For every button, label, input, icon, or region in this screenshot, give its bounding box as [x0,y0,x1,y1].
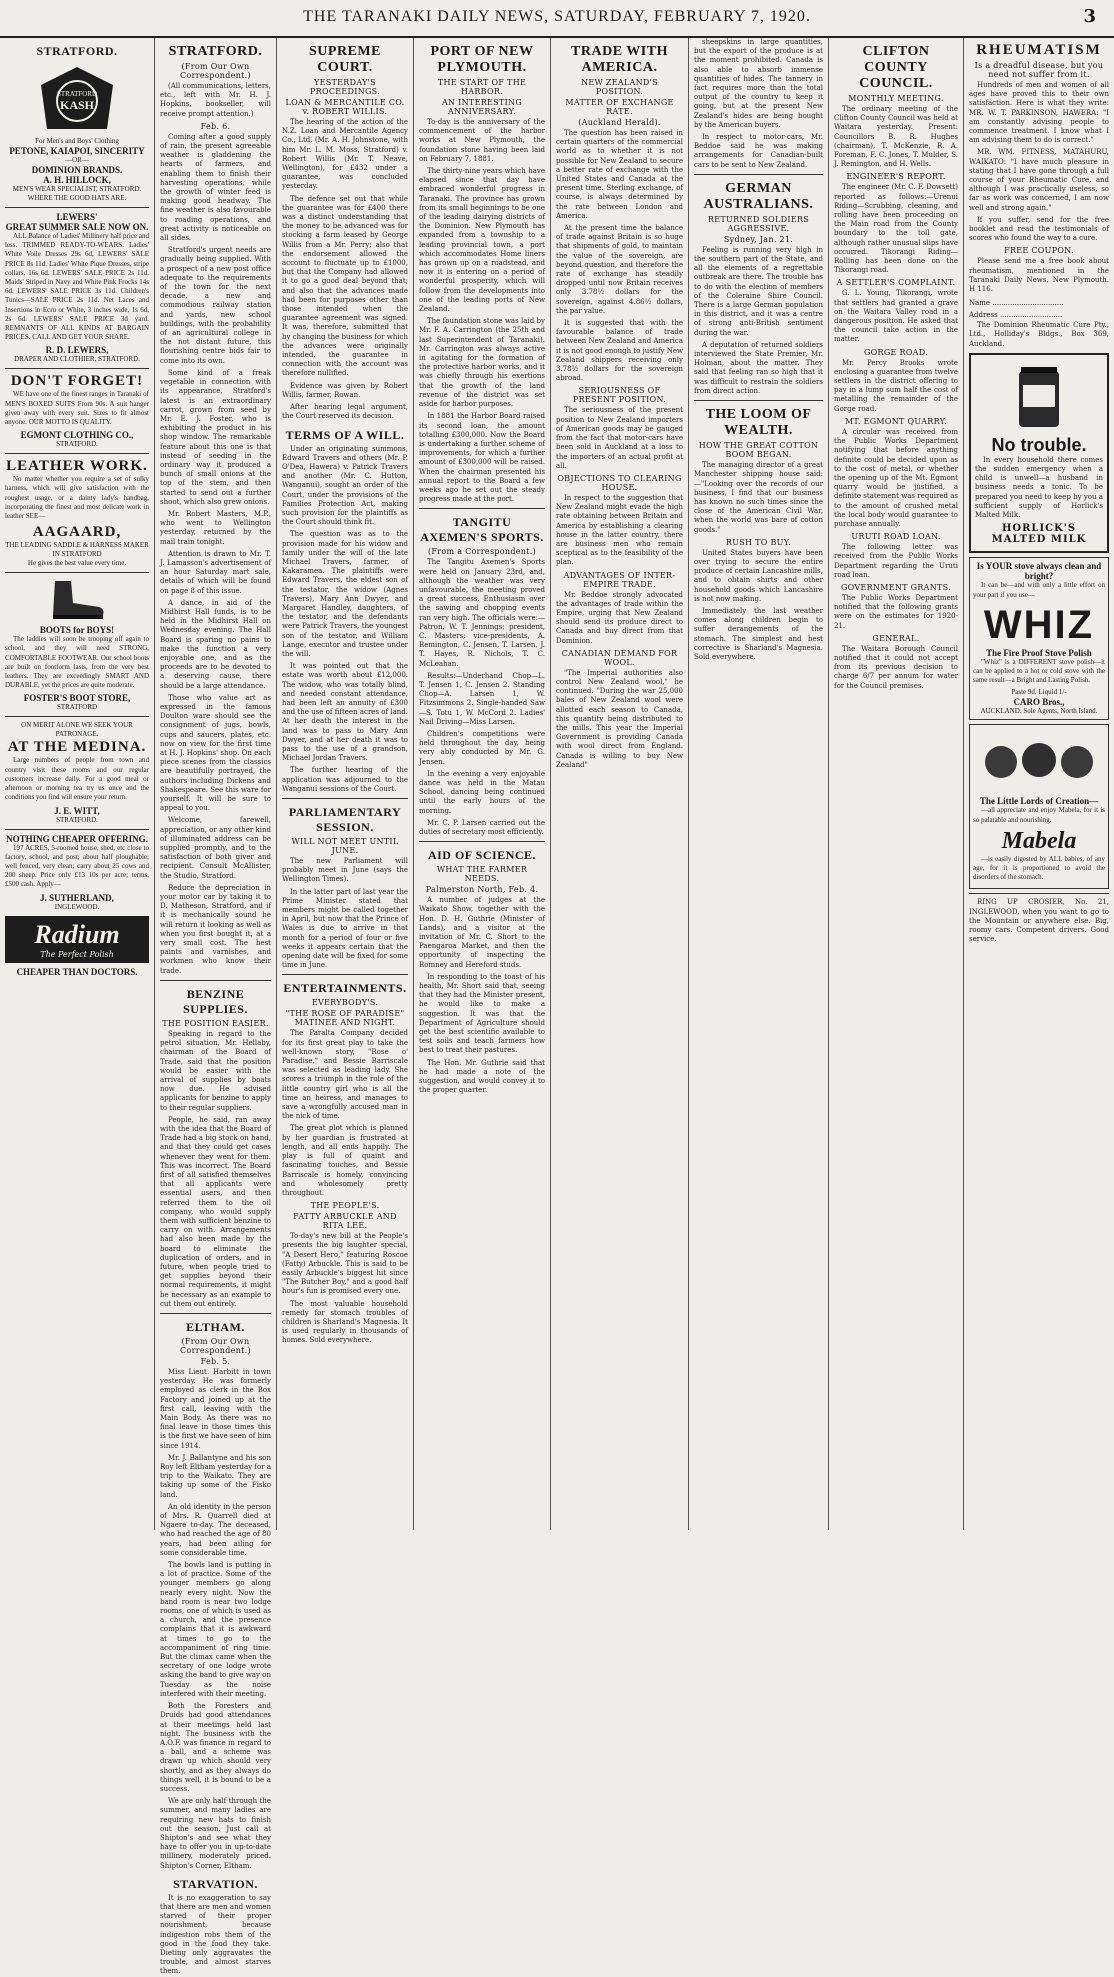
horlicks-brand: HORLICK'S [1001,523,1077,535]
article-subheading: ENGINEER'S REPORT. [846,172,946,182]
article-paragraph: To-day is the anniversary of the commencement of the harbor works at New Plymouth, the foundation stone having been laid on February 7, 1881. [419,118,545,163]
foster-name: FOSTER'S BOOT STORE, [23,693,131,704]
article-paragraph: Children's competitions were held throughout the day, being very ably conducted by Mr. G. Jensen. [419,729,545,766]
article-heading-benzine: BENZINE SUPPLIES. [183,986,248,1016]
article-paragraph: It is no exaggeration to say that there are men and women starved of their proper nourishment, because indigestion robs them of the good in the food they take. Dieting only aggravates the trouble, and almost starves them. [160,1893,271,1976]
article-subheading: URUTI ROAD LOAN. [851,532,941,542]
article-paragraph: The ordinary meeting of the Clifton County Council was held at Waitara yesterday. Present: Councillors B. R. Hughes (chairman), T. McKenzie, R. A. Foreman, F. C. Jones, T. Mulder, S. J. Remington, and H. Wells. [834,105,958,169]
article-paragraph: To-day's new bill at the People's presents the big laughter special, "A Desert Hero," featuring Roscoe (Fatty) Arbuckle. This is said to be easily Arbuckle's biggest hit since "The Butcher Boy," and a good half hour's fun is promised every one. [282,1232,408,1296]
divider [5,716,149,717]
page-number: 3 [1083,6,1096,27]
article-paragraph: At the present time the balance of trade against Britain is so huge that shipments of gold, to maintain the value of the sovereign, are beyond question, and therefore the rate of exchange has steadily dropped until now Britain receives only 3.78½ dollars for the sovereign, against 4.86½ dollars, the par value. [556,224,683,315]
article-paragraph: Feeling is running very high in the southern part of the State, and all the elements of a regrettable outbreak are there. The trouble has to do with the election of members of the Coleraine Shire Council. There is a large German population in this district, and it was a centre of strong anti-British sentiment during the war. [694,245,823,337]
boot-illustration [47,577,107,621]
aagaard-body: No matter whether you require a set of sulky harness, which will give satisfaction with the roughest usage, or a dainty lady's handbag, incorporating the finest and most delicate work in leather SEE— [5,475,149,521]
divider [694,174,823,175]
sutherland-ad [5,834,149,912]
article-subheading: EVERYBODY'S. [311,998,379,1008]
article-paragraph: Mr. Beddoe strongly advocated the advantages of trade within the Empire, urging that New Zealand should send its produce direct to Canada and buy direct from that Dominion. [556,590,683,645]
article-paragraph: A dance, in aid of the Midhirst Hall funds, is to be held in the Midhirst Hall on Wednesday evening. The Hall Board is sparing no pains to make the function a very enjoyable one, and as the proceeds are to be devoted to a deserving cause, there should be a large attendance. [160,598,271,690]
article-paragraph: People, he said, ran away with the idea that the Board of Trade had a big stock on hand, and that they could get cases whenever they went for them. This was incorrect. The Board first of all satisfied themselves that all applicants were essential users, and then referred them to the oil company, who would supply them with sufficient benzine to carry on with. Arrangements had also been made by the board to eliminate the duplication of orders, and in future, when people tried to get supplies beyond their normal requirements, it might be necessary as an example to cut them out entirely. [160,1115,271,1308]
article-paragraph: A number of judges at the Waikato Show, together with the Hon. D. H. Guthrie (Minister of Lands), and a visitor at the invitation of Mr. C. Short to the Paengaroa Market, and then the opportunity of inspecting the Romney and Hereford studs. [419,896,545,969]
coupon-name-line[interactable]: ................................ [992,299,1064,308]
stratford-kash-logo [37,65,117,135]
article-subheading: RETURNED SOLDIERS AGGRESSIVE. [707,214,810,233]
sutherland-place: INGLEWOOD. [54,902,100,911]
cheaper-than-doctors-ad [5,967,149,977]
mabela-body: —all appreciate and enjoy Mabela, for it is so palatable and nourishing. [973,806,1105,824]
radium-tagline: The Perfect Polish [40,949,114,959]
lewers-name: R. D. LEWERS, [45,345,109,356]
article-subheading: AN INTERESTING ANNIVERSARY. [441,98,523,116]
article-paragraph: Attention is drawn to Mr. T. J. Lamasson's advertisement of an hour Saturday mart sale, details of which will be found on page 8 of this issue. [160,549,271,595]
aagaard-role: THE LEADING SADDLE & HARNESS MAKER IN STRATFORD [5,541,149,559]
article-subheading: THE POSITION EASIER. [162,1018,269,1028]
article-paragraph: Mr. Robert Masters, M.P., who went to Wellington yesterday, returned by the mail train tonight. [160,509,271,546]
dont-forget-title: DON'T FORGET! [10,373,144,390]
article-heading-tangitu: TANGITU AXEMEN'S SPORTS. [420,515,544,545]
article-heading-port: PORT OF NEW PLYMOUTH. [430,44,534,75]
article-subheading: WHAT THE FARMER NEEDS. [436,865,528,884]
article-paragraph: The seriousness of the present position to New Zealand importers of American goods may be gauged from the fact that motor-cars have been sold in Auckland at a loss to the importers of an actual profit at all. [556,406,683,470]
whiz-subtitle: The Fire Proof Stove Polish [986,647,1092,658]
egmont-clothing-ad [5,373,149,449]
column-label: STRATFORD. [36,44,118,58]
lewers-title: LEWERS' [56,212,98,222]
mabela-ad [969,724,1109,889]
lewers-subtitle: GREAT SUMMER SALE NOW ON. [5,222,149,232]
column-advertisements-stratford [0,38,155,1530]
egmont-name: EGMONT CLOTHING CO., [20,430,134,441]
article-paragraph: Under an originating summons, Edward Travers and others (Mr. P. O'Dea, Hawera) v. Patrick Travers and another (Mr. C. Hutton, Wanganui), sought an order of the Court, under the provisions of the Families Protection Act, making such provision for the plaintiffs as the Court should think fit. [282,444,408,527]
article-subheading: GENERAL. [872,633,920,643]
article-paragraph: In 1881 the Harbor Board raised its second loan, the amount totalling £300,000. Now the Board is undertaking a further scheme of improvements, for which a further amount of £300,000 will be raised. When the chairman presented his annual report to the Board a few weeks ago he set out the steady progress made at the port. [419,412,545,504]
divider [419,508,545,509]
coupon-footer: The Dominion Rheumatic Cure Pty., Ltd., Holliday's Bldgs., Box 369, Auckland. [969,321,1109,348]
article-subheading: MATTER OF EXCHANGE RATE. [565,98,674,116]
article-subheading: GOVERNMENT GRANTS. [840,582,952,592]
article-heading-clifton: CLIFTON COUNTY COUNCIL. [859,44,933,91]
article-heading-starvation: STARVATION. [173,1876,258,1891]
article-paragraph: Welcome, farewell, appreciation, or any other kind of illuminated address can be supplied promptly, and to the satisfaction of both giver and recipient. Consult McAllister, the Studio, Stratford. [160,816,271,880]
article-paragraph: The further hearing of the application was adjourned to the Wanganui sessions of the Court. [282,766,408,793]
article-paragraph: The thirty-nine years which have elapsed since that day have embraced wonderful progress in Taranaki. The province has grown from its small beginnings to be one of the leading dairying districts of the Dominion. New Plymouth has expanded from a township to a leading provincial town, a port which accommodates Home liners has grown up on a roadstead, and now it is entering on a period of wonderful prosperity, which will follow from the developments into one of the leading ports of New Zealand. [419,167,545,314]
mabela-body2: —is easily digested by ALL babies, of any age, for it is proportioned to avoid the disorders of the stomach. [973,854,1105,882]
whiz-headline: Is YOUR stove always clean and bright? [976,561,1102,582]
caro-bros: CARO Bros., [1013,697,1065,708]
divider [969,893,1109,894]
aagaard-ad [5,458,149,568]
article-paragraph: A deputation of returned soldiers interviewed the State Premier, Mr. Holman, about the matter. They said that feeling ran so high that it was difficult to restrain the soldiers from direct action. [694,340,823,395]
article-heading-trade: TRADE WITH AMERICA. [571,44,668,75]
lewers-body: ALL Balance of Ladies' Millinery half price and less. TRIMMED READY-TO-WEARS. Ladies' White Voile Dresses 29s 6d, LEWERS' SALE PRICE 8s 11d. Ladies' White Pique Dresses, stripe collars, 16s 6d. LEWERS' SALE PRICE 2s 11d. Maids' Striped in Navy and White Pink Frocks 14s 6d. LEWERS' SALE PRICE 3s 11d. Children's Tunics—SALE PRICE 2s 11d. Net Laces and Insertions in Ecru or White, 3 inches wide, 1s 6d, 2s 6d. LEWERS' SALE PRICE 3d yard. REMNANTS OF ALL KINDS AT BARGAIN PRICES. CALL AND GET YOUR SHARE. [5,232,149,342]
article-heading-parliament: PARLIAMENTARY SESSION. [288,805,402,835]
article-subheading: SERIOUSNESS OF PRESENT POSITION. [572,386,667,405]
article-paragraph: The foundation stone was laid by Mr. F. A. Carrington (the 25th and last Superintendent of Taranaki). Mr. Carrington was always active in agitating for the formation of the protective harbor works, and it was chiefly through his exertions that the growth of the land revenue of the district was set aside for harbor purposes. [419,317,545,409]
horlicks-ad [969,353,1109,553]
article-paragraph: A circular was received from the Public Works Department notifying that before anything definite could be decided upon as to the cost of metal, or whether the opening up of the Mt. Egmont quarry would be justified, a definite statement was required as to the amount of crushed metal the local body would guarantee to purchase annually. [834,427,958,528]
article-paragraph: The Hon. Mr. Guthrie said that he had made a note of the suggestion, and would convey it to the proper quarter. [419,1058,545,1095]
aagaard-name: AAGAARD, [32,524,122,541]
article-heading-german-australians: GERMAN AUSTRALIANS. [703,180,814,212]
article-paragraph: The question has been raised in certain quarters of the commercial world as to whether it is not possible for New Zealand to secure a better rate of exchange with the United States and Canada at the present time. Sterling exchange, of course, is always determined by the rate between London and America. [556,129,683,220]
divider [160,980,271,981]
witt-place: STRATFORD. [56,815,98,824]
divider [282,798,408,799]
egmont-place: STRATFORD. [56,440,98,449]
article-subheading: CANADIAN DEMAND FOR WOOL. [561,648,678,667]
article-paragraph: Immediately the last weather comes along children begin to suffer derangements of the stomach. The simplest and best corrective is Sharland's Magnesia. Sold everywhere. [694,606,823,661]
whiz-body2: "Whiz" is a DIFFERENT stove polish—it can be applied to a hot or cold stove with the same result—a Bright and Lasting Polish. [973,657,1105,685]
hillock-role: MEN'S WEAR SPECIALIST, STRATFORD. [12,185,142,193]
whiz-brand: WHIZ [983,602,1095,647]
svg-text:KASH: KASH [59,98,95,112]
hillock-line2: PETONE, KAIAPOI, SINCERITY [9,146,145,156]
article-paragraph: In the latter part of last year the Prime Minister stated that members might be called together in April, but now that the Prince of Wales is due to arrive in that month for a period of four or five weeks it appears certain that the opening date will be fixed for some time in June. [282,887,408,970]
column-clifton-county-council [829,38,964,1530]
foster-boot-ad [5,577,149,712]
nothing-cheaper-title: NOTHING CHEAPER OFFERING. [6,833,148,844]
article-paragraph: The question was as to the provision made for his widow and family under the will of the late Michael Travers, farmer, of Kakaramea. The plaintiffs were Edward Travers, the eldest son of the testator, the widow (Agnes Travers), Mary Ann Dwyer, and Margaret Handley, daughters, of the testator, and the defendants were Patrick Travers, the youngest son of the testator, and William Lange, executor and trustee under the will. [282,530,408,658]
rheumatism-ad-body: If you suffer, send for the free booklet and read the testimonials of scores who found the way to a cure. [969,215,1109,243]
article-paragraph: Some kind of a freak vegetable in connection with its appearance, Stratford's latest is an extraordinary carrot, grown from seed by Mr. E. J. Foster, who is exhibiting the product in his shop window. The remarkable feature about this one is that instead of seeding in the ordinary way it produced a bunch of small onions at the top of the stem, and then started to send out a further shoot, which also grew onions. [160,368,271,506]
article-paragraph: In responding to the toast of his health, Mr. Short said that, seeing that they had the Minister present, he would like to make a suggestion. It was that the Department of Agriculture should get the best scientific available to test soils and teach farmers how best to treat their pastures. [419,972,545,1055]
article-paragraph: Both the Foresters and Druids had good attendances at their meetings held last night. The business with the A.O.F. was finance in regard to a ball, and a scheme was drawn up which should very shortly, and as they always do things well, it is bound to be a success. [160,1702,271,1793]
article-subheading: THE PEOPLE'S. [310,1201,380,1211]
hillock-name: A. H. HILLOCK, [43,175,111,185]
article-paragraph: Evidence was given by Robert Willis, farmer, Rowan. [282,381,408,399]
article-paragraph: "The Imperial authorities also control New Zealand wool," he continued. "During the war 25,000 bales of New Zealand wool were allotted each season to Canada, this quantity being distributed to the mills. This year the Imperial Government is providing Canada with wool direct from England. Canada is willing to buy New Zealand" [556,668,683,769]
coupon-form [969,297,1109,321]
hillock-line3: —OR— [65,156,89,164]
article-paragraph: Reduce the depreciation in your motor car by taking it to D. Matheson, Stratford, and if it is mechanically sound he will return it looking as well as when you first bought it, at a very small cost. The best paints and varnishes, and workmen who know their trade. [160,883,271,975]
divider [694,400,823,401]
egmont-body: WE have one of the finest ranges in Taranaki of MEN'S BOXED SUITS From 90s. A suit hanger given away with every suit. Sizes to fit almost anyone. OUR MOTTO IS QUALITY. [5,390,149,427]
medina-pre: ON MERIT ALONE WE SEEK YOUR PATRONAGE. [21,721,133,739]
article-subheading: OBJECTIONS TO CLEARING HOUSE. [557,473,682,492]
article-subheading: RUSH TO BUY. [725,537,792,547]
crosier-ad: RING UP CROSIER, No. 21, INGLEWOOD, when you want to go to the Mountain or anywhere else. Big, roomy cars. Competent drivers. Good service. [969,898,1109,944]
article-subheading: HOW THE GREAT COTTON BOOM BEGAN. [698,441,819,460]
lewers-role: DRAPER AND CLOTHIER, STRATFORD. [14,355,140,364]
byline: (Auckland Herald). [578,118,661,127]
article-heading-aid-of-science: AID OF SCIENCE. [427,848,537,863]
article-subheading: "THE ROSE OF PARADISE" MATINEE AND NIGHT. [285,1009,405,1028]
article-paragraph: The bowls land is putting in a lot of practice. Some of the younger members go along nearly every night. Now the band room is near two lodge rooms, one of which is used as a church, and the presence complains that it is awkward at times to go to the accompaniment of ring time. But the climax came when the secretary of one lodge wrote asking the band to give way on Tuesday as the noise interfered with their meeting. [160,1561,271,1698]
article-paragraph: After hearing legal argument, the Court reserved its decision. [282,403,408,421]
article-paragraph: Results:—Underhand Chop—L. T. Jensen 1, C. Jensen 2. Standing Chop—A. Larsen 1, W. Fitzsimmons 2. Single-handed Saw—S. Totu 1, W. McCord 2. Ladies' Nail Driving—Miss Larsen. [419,671,545,726]
boots-title: BOOTS for BOYS! [39,625,115,636]
column-german-australians [689,38,829,1530]
article-paragraph: In the evening a very enjoyable dance was held in the Matau School, dancing being continued until the early hours of the morning. [419,769,545,815]
radium-brand: Radium [34,919,120,949]
dateline: Palmerston North, Feb. 4. [425,885,539,895]
divider [5,368,149,369]
horlicks-brand-sub: MALTED MILK [991,534,1087,546]
article-paragraph: The defence set out that while the guarantee was for £400 there was a distinct understanding that the money to be advanced was for stocking a farm leased by George Willis from a Mr. Perry; also that the endorsement allowed the account to fluctuate up to £1000, but that the Company had allowed it to go a good deal beyond that; and also that the advances made had been for purposes other than those intended when the guarantee agreement was signed. It was, therefore, submitted that by changing the business for which the advances were originally intended, the guarantee in connection with the account was therefore nullified. [282,194,408,378]
dateline: Feb. 5. [200,1356,231,1366]
foster-place: STRATFORD [56,703,98,712]
divider [282,974,408,975]
medina-body: Large numbers of people from town and country visit these rooms and our regular customers increase daily. For a good meal or afternoon or morning tea try us once and the conditions you find will ensure your return. [5,756,149,802]
article-paragraph: G. L. Young, Tikorangi, wrote that settlers had granted a grave on the Waitara Valley road in a dangerous position. He asked that the council take action in the matter. [834,289,958,344]
article-paragraph: The managing director of a great Manchester shipping house said:—"Looking over the records of our business, I find that our business has known no such times since the close of the American Civil War, when the world was bare of cotton goods." [694,461,823,534]
medina-title: AT THE MEDINA. [7,739,147,756]
article-paragraph: We are only half through the summer, and many ladies are requiring new hats to finish out the season. Just call at Shipton's and see what they have to offer you in up-to-date millinery, moderately priced. Shipton's Corner, Eltham. [160,1797,271,1870]
whiz-price: Paste 9d. Liquid 1/- [1011,688,1067,697]
article-paragraph: An old identity in the person of Mrs. R. Quarrell died at Ngaere to-day. The deceased, who had reached the age of 80 years, had been ailing for some considerable time. [160,1502,271,1557]
article-paragraph: The engineer (Mr. C. F. Dowsett) reported as follows:—Urenui Riding—Scrubbing, cleaning, and rolling have been proceeding on the Main road from the County boundary to the toll gate, although rather unusual slips have occurred. Tikorangi Riding—Rolling has been done on the Tikorangi road. [834,183,958,275]
article-paragraph: Miss Lieut. Harbitt in town yesterday. He was formerly employed as clerk in the Box Factory and joined up at the first call, leaving with the Main Body. As there was no final leave in those times this is the first we have seen of him since 1914. [160,1367,271,1450]
article-paragraph: The great plot which is planned by her guardian is frustrated at length, and all ends happily. The play is full of quaint and fascinating touches, and Bessie Barriscale is homely, convincing and wholesomely pretty throughout. [282,1124,408,1197]
article-paragraph: Mr. C. P. Larsen carried out the duties of secretary most efficiently. [419,818,545,837]
article-subheading: ADVANTAGES OF INTER-EMPIRE TRADE. [563,570,676,589]
rheumatism-ad-body: MR. WM. FITNESS, MATAHURU, WAIKATO: "I have much pleasure in stating that I have gone through a full course of your Rheumatic Cure, and although I was practically useless, so far as work was concerned, I am now well and strong again." [969,148,1109,212]
article-heading-entertainments: ENTERTAINMENTS. [283,981,407,996]
mabela-brand: Mabela [1001,827,1077,854]
article-paragraph: The following letter was received from the Public Works Department regarding the Uruti road loan. [834,543,958,579]
article-paragraph: The Public Works Department notified that the following grants were on the estimates for 1920-21. [834,593,958,630]
article-subheading: MT. EGMONT QUARRY. [844,416,948,426]
article-paragraph: The Waitara Borough Council notified that it could not accept from its previous decision to charge 6/7 per annum for water for the Council premises. [834,644,958,690]
divider [160,1313,271,1314]
article-heading-eltham: ELTHAM. [186,1319,245,1334]
whiz-body: It can be—and with only a little effort on your part if you use— [973,581,1105,599]
radium-ad [5,916,149,963]
masthead [0,0,1114,38]
lewers-ad [5,212,149,364]
divider [5,207,149,208]
coupon-name-label: Name [969,299,991,308]
article-note: (All communications, letters, etc., left with Mr. H. J. Hopkins, bookseller, will receive prompt attention.) [160,82,271,118]
article-heading-stratford: STRATFORD. [168,44,263,59]
column-supreme-court [277,38,414,1530]
article-paragraph: Mr. J. Ballantyne and his son Roy left Eltham yesterday for a trip to the Waikato. They are taking up some of the Fisko land. [160,1453,271,1499]
column-port-new-plymouth [414,38,551,1530]
article-subheading: MONTHLY MEETING. [848,94,944,103]
svg-text:STRATFORD: STRATFORD [56,90,98,98]
hillock-line4: DOMINION BRANDS. [31,165,123,175]
article-paragraph: The most valuable household remedy for stomach troubles of children is Sharland's Magnesia. It is used regularly in thousands of homes. Sold everywhere. [282,1299,408,1345]
article-subheading: A SETTLER'S COMPLAINT. [836,278,956,288]
article-paragraph: The Tangitu Axemen's Sports were held on January 23rd, and, although the weather was very unfavourable, the meeting proved a great success. Enthusiasm over the sawing and chopping events ran very high. The officials were:—Patron, W. T. Jennings; president, C. Masters; vice-presidents, A. Remington, C. Jensen, T. Larsen, J. T. Hayes, R. Nichols, T. C. McLeahan. [419,558,545,668]
coupon-address-line[interactable]: ............................ [999,311,1063,320]
article-paragraph: Coming after a good supply of rain, the present agreeable weather is gladdening the hearts of farmers, and enabling them to finish their harvesting operations, while the growth of winter feed is making good headway. The fine weather is also favourable to roading operations, and great activity is noticeable on all sides. [160,132,271,243]
hillock-line1: For Men's and Boys' Clothing [35,137,119,145]
mabela-headline: The Little Lords of Creation— [979,796,1099,807]
rheumatism-ad-title: RHEUMATISM [976,42,1102,58]
article-paragraph: Mr. Percy Brooks wrote enclosing a guarantee from twelve settlers in the district offering to pay in a lump sum half the cost of metalling the remainder of the Gorge road. [834,358,958,413]
leather-work-title: LEATHER WORK. [6,458,148,475]
malted-milk-jar-icon [1009,365,1069,431]
divider [5,572,149,573]
coupon-body: Please send me a free book about rheumatism, mentioned in the Taranaki Daily News, New Plymouth. H 116. [969,257,1109,294]
article-paragraph: It is suggested that with the favourable balance of trade between New Zealand and America it is not good enough to justify New Zealand shippers receiving only 3.78½ dollars for the sovereign abroad. [556,319,683,383]
witt-name: J. E. WITT, [54,805,100,816]
medina-ad [5,721,149,824]
article-heading-terms-of-will: TERMS OF A WILL. [285,427,405,442]
article-paragraph: Speaking in regard to the petrol situation, Mr. Hellaby, chairman of the Board of Trade, said that the position would be easier with the arrival of supplies by boats now due. He advised applicants for benzine to apply to their regular suppliers. [160,1029,271,1112]
article-paragraph: Stratford's urgent needs are gradually being supplied. With a prospect of a new post office adequate to the requirements of the town for the next decade, a new and commodious railway station and yards, new school buildings, with the probability of an agricultural college in the not distant future, this flourishing centre bids fair to come into its own. [160,246,271,365]
article-heading-loom-of-wealth: THE LOOM OF WEALTH. [705,407,812,439]
masthead-title: THE TARANAKI DAILY NEWS, SATURDAY, FEBRUARY 7, 1920. [303,8,811,25]
article-subheading: GORGE ROAD. [863,347,929,357]
coupon-heading: FREE COUPON. [1004,246,1074,256]
article-paragraph: United States buyers have been over trying to secure the entire produce of certain Lancashire mills, and to obtain shirts and other household goods which Lancashire is not now making. [694,548,823,603]
column-trade-with-america [551,38,689,1530]
article-subheading: THE START OF THE HARBOR. [437,78,527,96]
article-paragraph: The hearing of the action of the N.Z. Loan and Mercantile Agency Co., Ltd. (Mr. A. H. Johnstone, with him Mr. L. M. Moss, Stratford) v. Robert Willis (Mr. T. Neave, Wellington), for £432 under a guarantee, was concluded yesterday. [282,118,408,191]
sutherland-name: J. SUTHERLAND, [40,892,114,903]
hillock-ad [5,137,149,203]
divider [5,453,149,454]
article-subheading: LOAN & MERCANTILE CO. v. ROBERT WILLIS. [285,98,405,116]
rheumatism-ad-body: Hundreds of men and women of all ages have proved this to their own satisfaction. Here is what they write: MR. W. T. PARKINSON, HAWERA: "I am constantly advising people to commence treatment. I know what I am advising them to do is correct." [969,81,1109,145]
article-subheading: FATTY ARBUCKLE AND RITA LEE. [293,1212,397,1231]
column-stratford-news [155,38,277,1976]
horlicks-headline: No trouble. [991,434,1087,455]
boots-body: The laddies will soon be trooping off again to school, and they will need STRONG, COMFORTABLE FOOTWEAR. Our school boots are built on footform lasts, from the very best leathers. They are exceedingly SMART AND DURABLE, yet the prices are quite moderate. [5,635,149,690]
cheaper-than-doctors: CHEAPER THAN DOCTORS. [16,966,138,977]
hillock-slogan: WHERE THE GOOD HATS ARE. [27,194,127,202]
sutherland-body: 197 ACRES, 5-roomed house, shed, etc close to factory, school, and post; about half ploughable; well fenced, very clean; carry about 25 cows and 200 sheep. Price only £13 10s per acre; terms, £500 cash. Apply— [5,843,149,889]
dateline: Feb. 6. [200,121,231,131]
aagaard-slogan: He gives the best value every time. [27,559,127,568]
article-paragraph: In respect to the suggestion that New Zealand might evade the high rate obtaining between Britain and America by establishing a clearing house in the latter country, there are business men who remain sceptical as to the feasibility of the plan. [556,493,683,567]
article-paragraph: It was pointed out that the estate was worth about £12,000. The widow, who was totally blind, and needed constant attendance, had been left an annuity of £300 and the use of fifteen acres of land. At her death the interest in the land was to pass to Mary Ann Dwyer, and at her death it was to pass to the use of a grandson, Michael Jordan Travers. [282,662,408,763]
dateline: Sydney, Jan. 21. [723,234,794,244]
column-advertisements-right [964,38,1114,1530]
babies-illustration [979,732,1099,792]
article-paragraph: Those who value art as expressed in the famous Doulton ware should see the consignment of jugs, bowls, cups and saucers, plates, etc. now on view for the first time at H. J. Hopkins' shop. On each piece scenes from the classics are beautifully portrayed, the authors including Dickens and Shakespeare. See this ware for yourself. It will be sure to appeal to you. [160,693,271,813]
byline: (From Our Own Correspondent.) [180,1336,251,1355]
horlicks-body: In every household there comes the sudden emergency when a child is unwell—a husband in business needs a tonic. To be prepared you need to keep by you a sufficient supply of Horlick's Malted Milk. [975,455,1103,520]
byline: (From Our Own Correspondent.) [180,62,251,80]
rheumatism-ad-subtitle: Is a dreadful disease, but you need not suffer from it. [974,61,1104,79]
divider [5,829,149,830]
article-subheading: YESTERDAY'S PROCEEDINGS. [309,78,381,96]
caro-bros-place: AUCKLAND. Sole Agents, North Island. [980,707,1098,716]
byline: (From a Correspondent.) [427,547,537,557]
article-paragraph: The Paralta Company decided for its first great play to take the well-known story, "Rose o' Paradise," and Bessie Barriscale was selected as leading lady. She scores a triumph in the role of the little country girl who is all the time an heiress, and manages to save a wrongfully accused man in the nick of time. [282,1029,408,1121]
coupon-address-label: Address [969,311,998,320]
article-paragraph: The new Parliament will probably meet in June (says the Wellington Times). [282,857,408,884]
article-heading-supreme-court: SUPREME COURT. [309,44,381,75]
divider [419,841,545,842]
article-subheading: NEW ZEALAND'S POSITION. [581,78,658,96]
article-paragraph: sheepskins in large quantities, but the export of the produce is at the moment prohibited. Canada is also able to absorb immense quantities of hides. The tannery in fact requires more than the total output of the country to keep it going, but at the present New Zealand's hides are being bought by the American buyers. [694,38,823,129]
whiz-ad [969,557,1109,720]
article-paragraph: In respect to motor-cars, Mr. Beddoe said he was making arrangements for Canadian-built cars to be sent to New Zealand. [694,133,823,169]
article-subheading: WILL NOT MEET UNTIL JUNE. [291,837,399,856]
